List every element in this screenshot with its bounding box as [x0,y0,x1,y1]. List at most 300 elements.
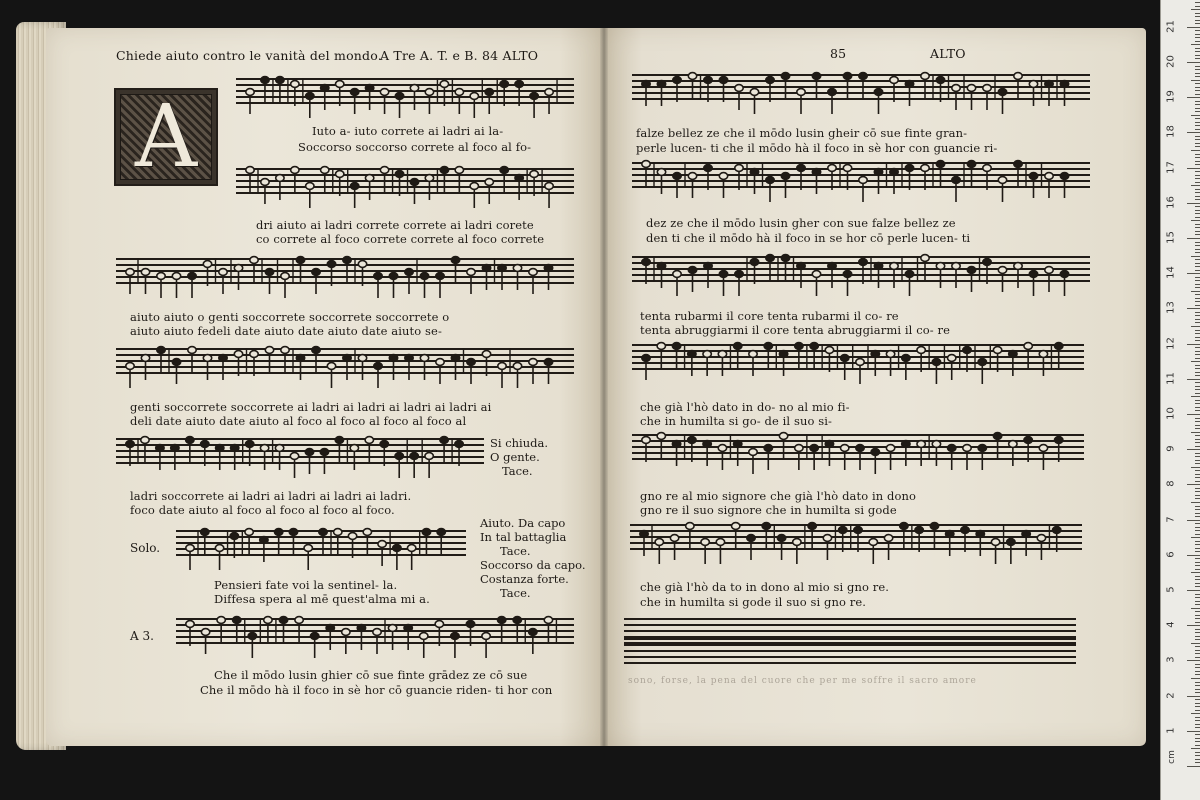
ruler-number: 15 [1165,231,1177,244]
ruler-tick [1195,724,1200,725]
ruler-tick [1195,657,1200,658]
lyric-line: che in humilta si gode il suo si gno re. [640,595,867,609]
lyric-line: falze bellez ze che il mōdo lusin gheir cō sue finte gran- [636,126,968,140]
ruler-tick [1195,741,1200,742]
ruler-tick [1195,365,1200,366]
ruler-tick [1195,280,1200,281]
music-staff [176,618,574,644]
ruler-tick [1195,161,1200,162]
ruler-tick [1195,403,1200,404]
ruler-tick [1187,484,1200,485]
ruler-tick [1195,491,1200,492]
ruler-tick [1195,164,1200,165]
ruler-tick [1195,69,1200,70]
ruler-tick [1195,351,1200,352]
ruler-tick [1195,551,1200,552]
ruler-tick [1195,565,1200,566]
ruler-tick [1195,277,1200,278]
ruler-tick [1195,55,1200,56]
decorated-initial [114,88,218,186]
ruler-tick [1195,671,1200,672]
ruler-tick [1191,150,1200,151]
ruler-tick [1195,231,1200,232]
ruler-tick [1191,608,1200,609]
ruler-tick [1195,544,1200,545]
ruler-tick [1195,259,1200,260]
ruler-tick [1195,206,1200,207]
ruler-tick [1187,766,1200,767]
ruler-tick [1195,400,1200,401]
ruler-tick [1191,748,1200,749]
lyric-line: tenta rubarmi il core tenta rubarmi il co- re [640,309,899,323]
ruler-tick [1195,456,1200,457]
ruler-tick [1195,727,1200,728]
ruler-tick [1191,115,1200,116]
ruler-tick [1187,238,1200,239]
right-running-head: ALTO [930,46,966,61]
ruler-tick [1195,488,1200,489]
ruler-tick [1195,368,1200,369]
ruler-number: 11 [1165,371,1177,385]
ruler-tick [1195,122,1200,123]
rubric-line: Si chiuda. [490,436,549,450]
music-staff [176,530,466,556]
lyric-line: dri aiuto ai ladri correte correte ai ladri corete [256,218,534,232]
ruler-tick [1187,62,1200,63]
rubric-block [490,436,548,478]
ruler-tick [1195,576,1200,577]
ruler-tick [1195,386,1200,387]
ruler-tick [1195,125,1200,126]
ruler-tick [1195,108,1200,109]
ruler-tick [1195,136,1200,137]
music-staff [624,638,1076,664]
ruler-tick [1195,516,1200,517]
ruler-tick [1195,594,1200,595]
ruler-tick [1195,498,1200,499]
ruler-tick [1195,530,1200,531]
ruler-tick [1195,287,1200,288]
ruler-tick [1195,375,1200,376]
rubric-line: O gente. [490,450,540,464]
ruler-tick [1195,372,1200,373]
ruler-tick [1195,495,1200,496]
ruler-tick [1195,90,1200,91]
ruler-tick [1195,333,1200,334]
ruler-tick [1195,224,1200,225]
ruler-tick [1195,435,1200,436]
ruler-tick [1195,523,1200,524]
ruler-tick [1195,305,1200,306]
lyric-line: aiuto aiuto fedeli date aiuto date aiuto date aiuto se- [130,324,442,338]
lyric-line: genti soccorrete soccorrete ai ladri ai ladri ai ladri ai ladri ai [130,400,492,414]
ruler-number: 4 [1165,621,1177,628]
ruler-tick [1195,6,1200,7]
ruler-tick [1195,562,1200,563]
ruler-tick [1195,453,1200,454]
music-staff [236,168,574,194]
ruler-tick [1187,344,1200,345]
ruler-tick [1195,315,1200,316]
ruler-tick [1195,689,1200,690]
ruler-tick [1191,256,1200,257]
ruler-tick [1191,44,1200,45]
ruler-tick [1195,597,1200,598]
ruler-number: 16 [1165,195,1177,209]
ruler-tick [1195,692,1200,693]
ruler-tick [1195,382,1200,383]
lyric-line: Diffesa spera al mē quest'alma mi a. [214,592,430,606]
ruler-tick [1195,210,1200,211]
left-running-head-right: A Tre A. T. e B. 84 ALTO [380,48,539,63]
ruler-tick [1195,759,1200,760]
ruler-tick [1195,439,1200,440]
lyric-line: den ti che il mōdo hà il foco in se hor cō perle lucen- ti [646,231,971,245]
ruler-tick [1195,762,1200,763]
ruler-tick [1187,379,1200,380]
ruler-tick [1191,572,1200,573]
a3-label: A 3. [130,629,154,643]
music-staff [632,162,1090,188]
ruler-tick [1195,337,1200,338]
ruler-tick [1195,622,1200,623]
ruler-tick [1195,477,1200,478]
ruler-tick [1195,294,1200,295]
rubric-line: Tace. [500,586,531,600]
ruler-tick [1191,9,1200,10]
ruler-tick [1195,298,1200,299]
rubric-line: Soccorso da capo. [480,558,586,572]
ruler-tick [1195,101,1200,102]
ruler-tick [1195,196,1200,197]
ruler-tick [1195,389,1200,390]
ruler-tick [1195,284,1200,285]
ruler-tick [1195,104,1200,105]
rubric-block [480,516,586,600]
ruler-number: 18 [1165,125,1177,139]
music-staff [116,348,574,374]
ruler-tick [1195,745,1200,746]
lyric-line: ladri soccorrete ai ladri ai ladri ai ladri ai ladri. [130,489,412,503]
ruler-number: 7 [1165,515,1177,523]
ruler-tick [1191,396,1200,397]
ruler-tick [1191,643,1200,644]
ruler-tick [1195,171,1200,172]
ruler-tick [1195,474,1200,475]
rubric-line: Aiuto. Da capo [480,516,566,530]
lyric-line: Che il mōdo lusin ghier cō sue finte grādez ze cō sue [214,668,528,682]
ruler-tick [1195,227,1200,228]
ruler-tick [1195,509,1200,510]
left-running-head: Chiede aiuto contro le vanità del mondo. [116,48,382,63]
ruler-tick [1195,266,1200,267]
rubric-line: Tace. [500,544,531,558]
ruler-tick [1195,249,1200,250]
ruler-tick [1195,636,1200,637]
ruler-tick [1195,513,1200,514]
ruler-tick [1187,203,1200,204]
ruler-tick [1195,58,1200,59]
lyric-line: Pensieri fate voi la sentinel- la. [214,578,398,592]
lyric-line: co correte al foco correte correte al foco correte [256,232,545,246]
ruler-tick [1195,263,1200,264]
ruler-tick [1191,678,1200,679]
lyric-line: foco date aiuto al foco al foco al foco al foco. [130,503,395,517]
ruler-tick [1195,586,1200,587]
ruler-tick [1195,755,1200,756]
lyric-line: tenta abruggiarmi il core tenta abruggiarmi il co- re [640,323,951,337]
ruler-tick [1191,361,1200,362]
ruler-tick [1195,639,1200,640]
ruler-tick [1195,51,1200,52]
ruler-tick [1191,326,1200,327]
ruler-tick [1195,579,1200,580]
lyric-line: Soccorso soccorso correte al foco al fo- [298,140,532,154]
lyric-line: Che il mōdo hà il foco in sè hor cō guancie riden- ti hor con [200,683,553,697]
ruler-tick [1191,80,1200,81]
ruler-tick [1191,432,1200,433]
ruler-tick [1195,270,1200,271]
ruler-tick [1195,629,1200,630]
music-staff [632,344,1084,370]
ruler-tick [1187,273,1200,274]
ruler-tick [1195,393,1200,394]
ruler-number: 10 [1165,407,1177,420]
lyric-line: aiuto aiuto o genti soccorrete soccorrete soccorrete o [130,310,450,324]
ruler-tick [1195,322,1200,323]
measuring-ruler [1160,0,1200,800]
ruler-tick [1195,601,1200,602]
lyric-line: Iuto a- iuto correte ai ladri ai la- [312,124,504,138]
ruler-tick [1195,425,1200,426]
ruler-tick [1191,291,1200,292]
ruler-tick [1195,534,1200,535]
initial-letter: A [134,87,198,187]
ruler-number: 9 [1165,445,1177,452]
lyric-line: gno re al mio signore che già l'hò dato in dono [640,489,917,503]
ruler-tick [1195,734,1200,735]
ruler-tick [1195,706,1200,707]
ruler-tick [1187,731,1200,732]
ruler-tick [1191,185,1200,186]
ruler-tick [1195,738,1200,739]
page-number: 85 [830,46,847,61]
ruler-tick [1195,682,1200,683]
lyric-line: che già l'hò da to in dono al mio si gno re. [640,580,890,594]
music-staff [632,74,1090,100]
music-staff [116,258,574,284]
ruler-tick [1195,583,1200,584]
ruler-tick [1195,460,1200,461]
ruler-tick [1187,414,1200,415]
ruler-tick [1195,146,1200,147]
ruler-number: 20 [1165,55,1177,68]
ruler-number: 13 [1165,301,1177,315]
rubric-line: Costanza forte. [480,572,569,586]
ruler-tick [1195,611,1200,612]
ruler-number: 2 [1165,691,1177,699]
lyric-line: che già l'hò dato in do- no al mio fi- [640,400,850,414]
ruler-tick [1195,319,1200,320]
ruler-tick [1195,653,1200,654]
ruler-tick [1195,446,1200,447]
ruler-tick [1187,27,1200,28]
ruler-tick [1195,541,1200,542]
ruler-number: 19 [1165,90,1177,104]
show-through-text: sono, forse, la pena del cuore che per me soffre il sacro amore [628,676,977,686]
ruler-tick [1195,234,1200,235]
ruler-tick [1195,129,1200,130]
ruler-tick [1195,632,1200,633]
music-staff [632,434,1084,460]
ruler-tick [1191,467,1200,468]
ruler-tick [1195,13,1200,14]
ruler-tick [1195,418,1200,419]
ruler-tick [1195,604,1200,605]
ruler-tick [1195,710,1200,711]
ruler-tick [1195,674,1200,675]
ruler-tick [1195,154,1200,155]
ruler-tick [1195,470,1200,471]
ruler-tick [1195,48,1200,49]
ruler-tick [1195,182,1200,183]
ruler-tick [1187,590,1200,591]
ruler-tick [1195,569,1200,570]
ruler-tick [1195,527,1200,528]
ruler-tick [1195,245,1200,246]
ruler-tick [1187,132,1200,133]
ruler-tick [1195,312,1200,313]
ruler-tick [1195,340,1200,341]
ruler-tick [1191,502,1200,503]
ruler-tick [1195,94,1200,95]
ruler-tick [1187,449,1200,450]
ruler-tick [1195,615,1200,616]
ruler-tick [1191,220,1200,221]
ruler-tick [1195,301,1200,302]
ruler-tick [1195,192,1200,193]
ruler-tick [1195,506,1200,507]
ruler-tick [1195,664,1200,665]
ruler-tick [1195,175,1200,176]
ruler-tick [1187,168,1200,169]
ruler-tick [1191,713,1200,714]
ruler-number: 14 [1165,266,1177,280]
ruler-tick [1187,308,1200,309]
ruler-tick [1195,20,1200,21]
ruler-tick [1195,646,1200,647]
ruler-tick [1195,242,1200,243]
ruler-tick [1195,703,1200,704]
ruler-tick [1195,347,1200,348]
ruler-tick [1195,558,1200,559]
ruler-tick [1195,199,1200,200]
ruler-tick [1195,354,1200,355]
ruler-tick [1195,118,1200,119]
ruler-tick [1195,66,1200,67]
rubric-line: Tace. [502,464,533,478]
ruler-tick [1195,330,1200,331]
ruler-tick [1195,34,1200,35]
ruler-tick [1195,30,1200,31]
ruler-tick [1187,97,1200,98]
music-staff [630,524,1082,550]
ruler-tick [1187,660,1200,661]
ruler-tick [1195,23,1200,24]
ruler-tick [1195,717,1200,718]
ruler-tick [1195,428,1200,429]
ruler-number: 6 [1165,551,1177,558]
ruler-tick [1195,41,1200,42]
rubric-line: In tal battaglia [480,530,567,544]
ruler-tick [1195,213,1200,214]
lyric-line: che in humilta si go- de il suo si- [640,414,833,428]
ruler-tick [1187,555,1200,556]
ruler-number: 8 [1165,480,1177,488]
ruler-number: 1 [1165,727,1177,734]
ruler-tick [1195,76,1200,77]
ruler-tick [1195,410,1200,411]
music-staff [632,256,1090,282]
ruler-tick [1195,667,1200,668]
ruler-tick [1195,2,1200,3]
solo-label: Solo. [130,541,161,555]
ruler-number: 17 [1165,160,1177,174]
ruler-tick [1195,699,1200,700]
ruler-number: 3 [1165,656,1177,664]
ruler-tick [1195,358,1200,359]
ruler-tick [1195,143,1200,144]
ruler-tick [1195,752,1200,753]
ruler-tick [1187,520,1200,521]
ruler-tick [1191,537,1200,538]
ruler-tick [1195,178,1200,179]
ruler-tick [1195,407,1200,408]
ruler-tick [1195,421,1200,422]
ruler-number: 12 [1165,336,1177,350]
music-staff [116,438,484,464]
lyric-line: perle lucen- ti che il mōdo hà il foco in sè hor con guancie ri- [636,141,998,155]
ruler-tick [1195,189,1200,190]
ruler-tick [1195,87,1200,88]
ruler-unit: cm [1166,750,1177,764]
ruler-tick [1195,481,1200,482]
ruler-tick [1195,37,1200,38]
ruler-number: 5 [1165,586,1177,593]
ruler-tick [1195,111,1200,112]
lyric-line: deli date aiuto date aiuto al foco al foco al foco al foco al [130,414,467,428]
ruler-tick [1195,252,1200,253]
ruler-tick [1195,157,1200,158]
ruler-tick [1195,442,1200,443]
ruler-tick [1195,685,1200,686]
ruler-number: 21 [1165,19,1177,33]
music-staff [236,78,574,104]
ruler-tick [1195,73,1200,74]
ruler-tick [1195,139,1200,140]
ruler-tick [1195,720,1200,721]
ruler-tick [1187,696,1200,697]
ruler-tick [1187,625,1200,626]
ruler-tick [1195,217,1200,218]
lyric-line: dez ze che il mōdo lusin gher con sue falze bellez ze [646,216,956,230]
lyric-line: gno re il suo signore che in humilta si gode [640,503,897,517]
ruler-tick [1195,548,1200,549]
ruler-tick [1195,618,1200,619]
ruler-tick [1195,463,1200,464]
book-gutter [600,28,608,746]
ruler-tick [1195,16,1200,17]
